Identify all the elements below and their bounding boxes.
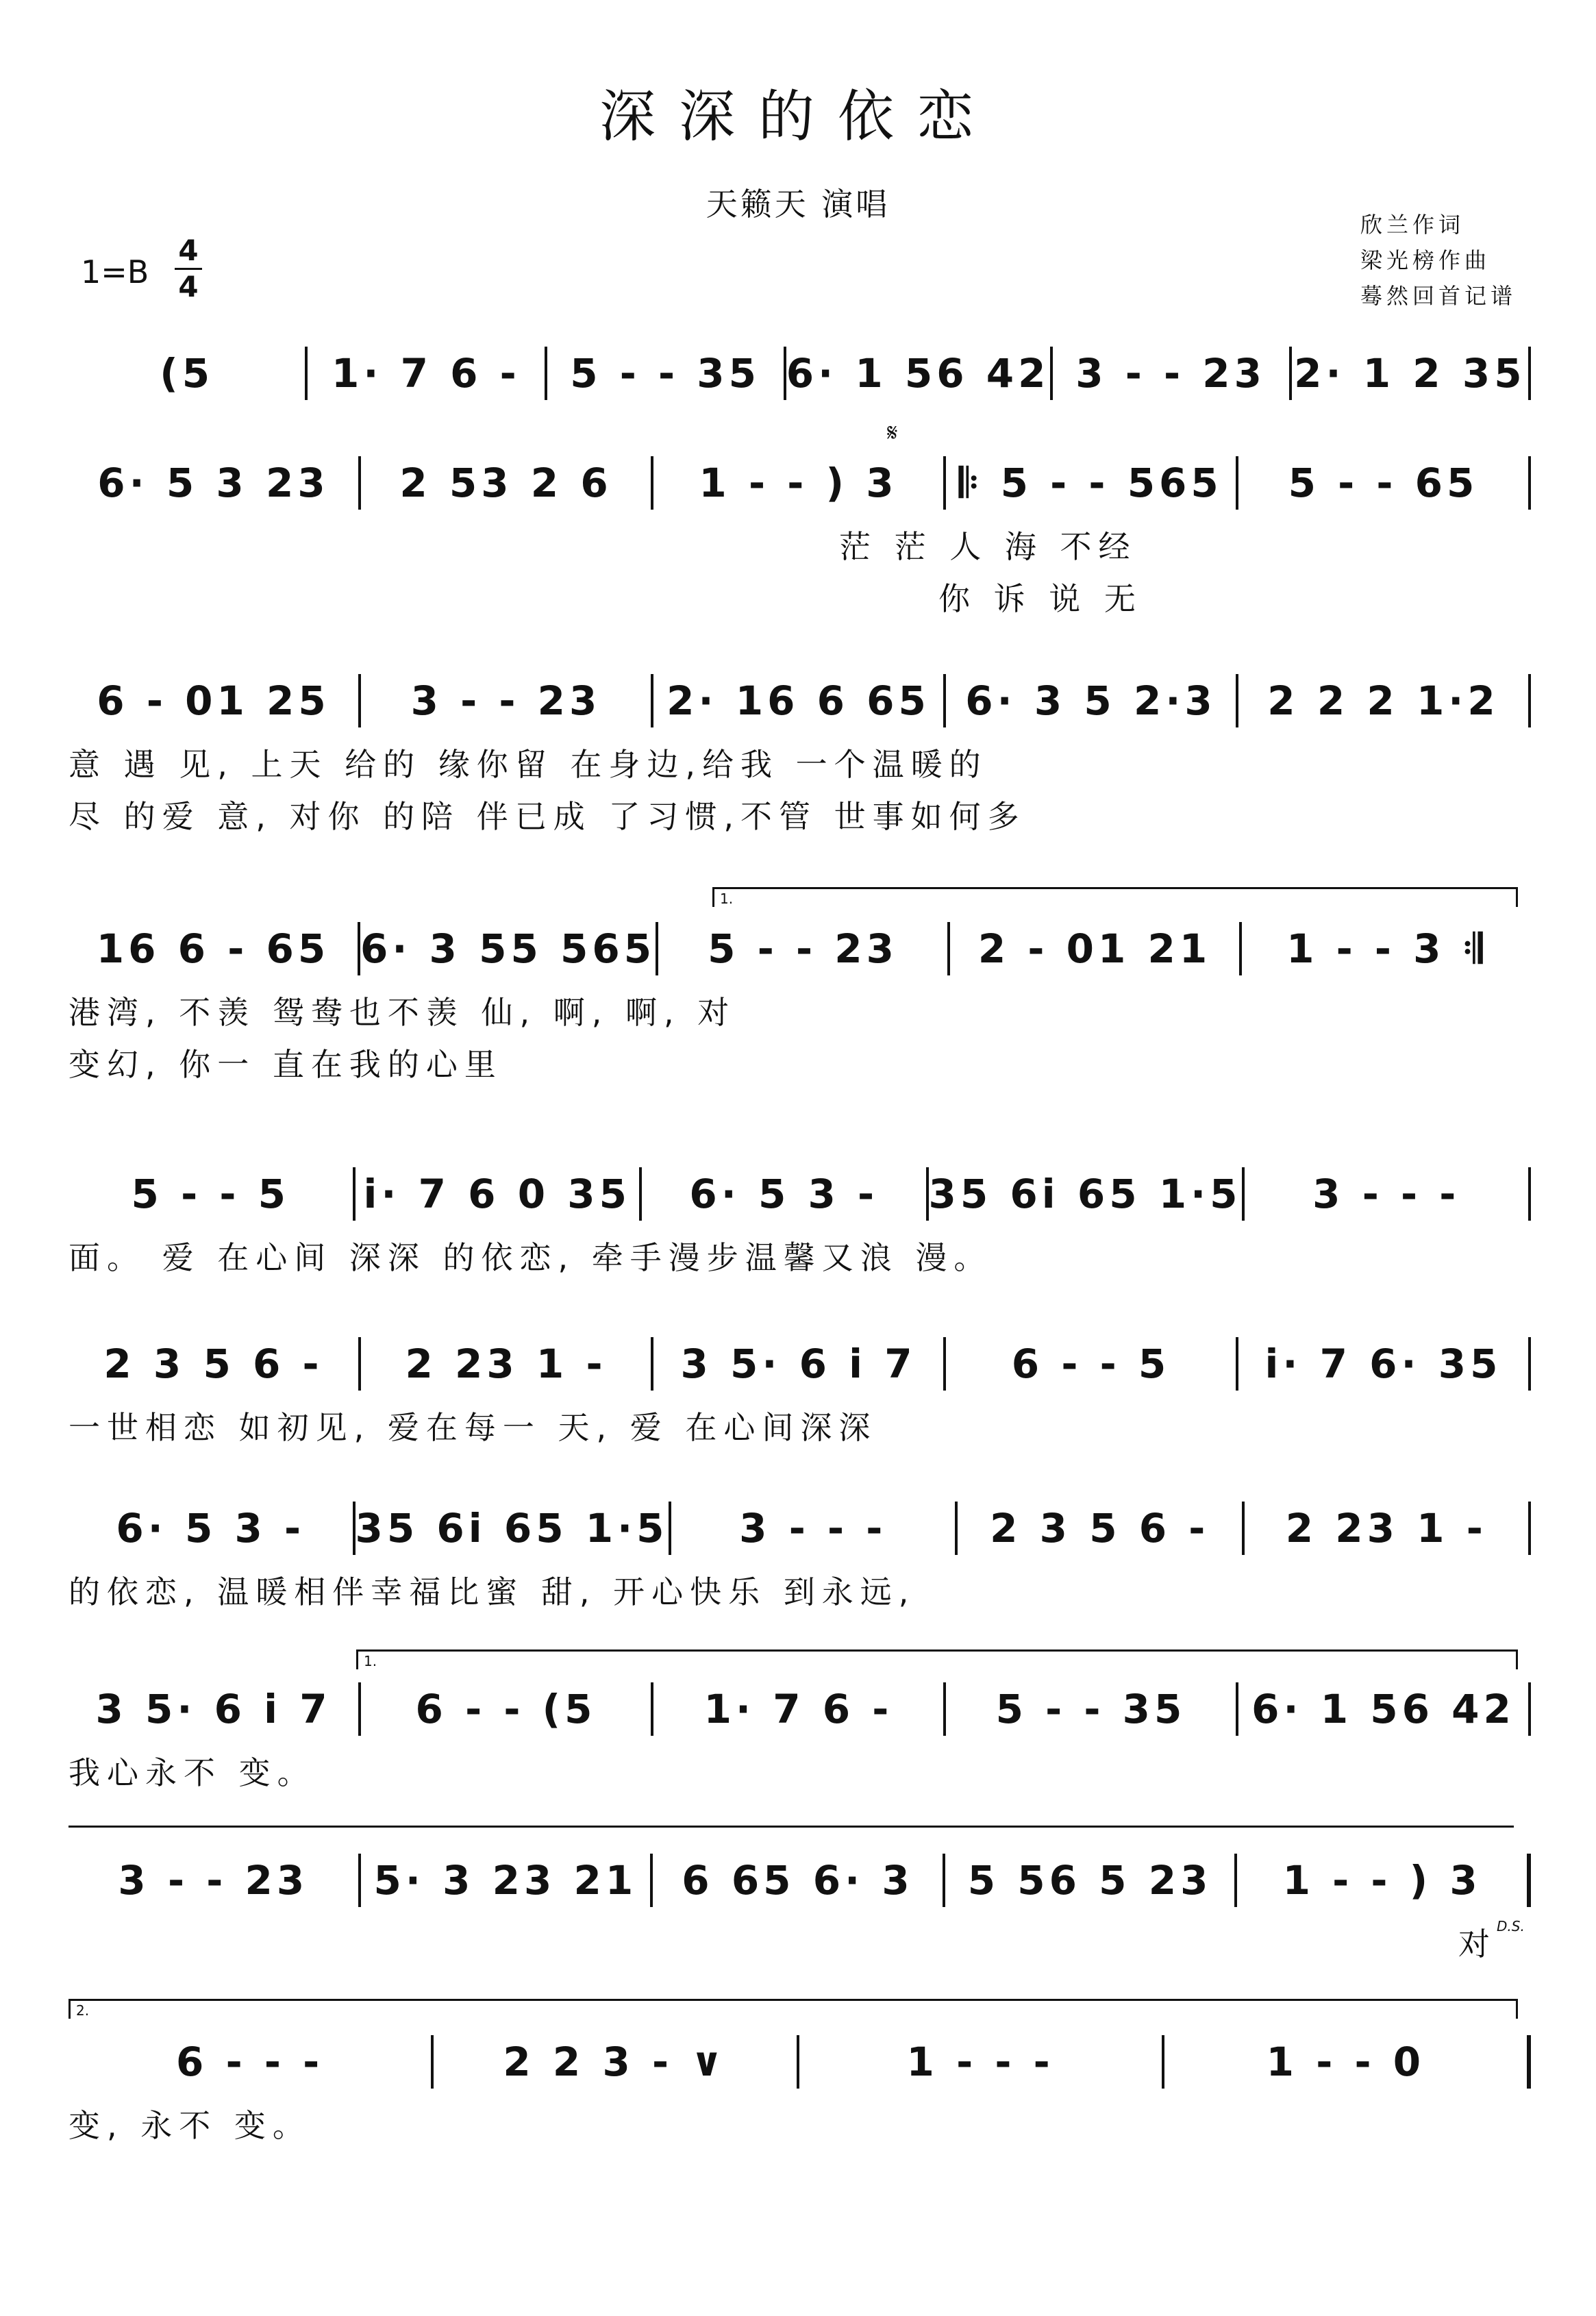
- measure: 1· 7 6 -: [331, 350, 521, 397]
- lyric-verse-1: 茫 茫 人 海 不经: [839, 528, 1137, 565]
- first-ending-bracket: 1.: [712, 887, 1518, 907]
- measure: 2 3 5 6 -: [103, 1341, 323, 1387]
- score-row-5: [68, 1156, 1531, 1284]
- lyric-pickup: 对: [1458, 1926, 1497, 1963]
- measure: 1 - - -: [906, 2039, 1054, 2085]
- measure: 3 5· 6 i 7: [95, 1686, 332, 1732]
- measure: 2 53 2 6: [399, 460, 612, 506]
- measure: 6 - - 5: [1011, 1341, 1171, 1387]
- lyric-ending: 变, 永不 变。: [68, 2107, 311, 2144]
- measure: 6· 3 5 2·3: [965, 677, 1217, 724]
- notes-line: [68, 1491, 1531, 1566]
- final-barline: [1527, 2035, 1531, 2089]
- barline: [1528, 674, 1531, 727]
- measure: 35 6i 65 1·5: [355, 1505, 669, 1552]
- notes-line: [68, 2024, 1531, 2100]
- score-row-8: [68, 1671, 1531, 1799]
- measure: 1· 7 6 -: [703, 1686, 893, 1732]
- measure: 6· 5 3 23: [97, 460, 329, 506]
- measure: 5· 3 23 21: [373, 1857, 638, 1904]
- notes-line: [68, 1843, 1531, 1918]
- time-signature-top: 4: [178, 234, 199, 267]
- measure: 1 - - ) 3: [1282, 1857, 1482, 1904]
- second-ending-bracket: 2.: [68, 1999, 1518, 2019]
- notes-line: [68, 663, 1531, 738]
- measure: 5 - - 23: [708, 925, 898, 972]
- score-row-7: [68, 1491, 1531, 1618]
- measure: 6· 3 55 565: [360, 925, 656, 972]
- measure: 5 - - 35: [995, 1686, 1186, 1732]
- measure: 5 - - 5: [131, 1171, 290, 1217]
- measure: (5: [160, 350, 214, 397]
- measure: 6· 1 56 42: [786, 350, 1050, 397]
- lyric-verse-2: 尽 的爱 意, 对你 的陪 伴已成 了习惯,不管 世事如何多: [68, 798, 1026, 835]
- lyric-chorus: 的依恋, 温暖相伴幸福比蜜 甜, 开心快乐 到永远,: [68, 1573, 916, 1610]
- measure: 3 - - 23: [1075, 350, 1267, 397]
- first-ending-bracket: 1.: [356, 1649, 1518, 1669]
- song-title: 深深的依恋: [599, 84, 997, 149]
- lyric-chorus: 我心永不 变。: [68, 1754, 316, 1791]
- barline-double: [1527, 1854, 1531, 1907]
- barline: [1528, 1682, 1531, 1736]
- measure: 3 - - 23: [410, 677, 601, 724]
- measure: 3 5· 6 i 7: [680, 1341, 917, 1387]
- ds-mark: D.S.: [1497, 1918, 1525, 1934]
- lyricist-credit: 欣兰作词: [1360, 212, 1465, 238]
- measure: 2 3 5 6 -: [990, 1505, 1210, 1552]
- measure: 6 65 6· 3: [682, 1857, 914, 1904]
- ending-continuation-line: [68, 1826, 1514, 1828]
- lyric-verse-1: 港湾, 不羡 鸳鸯也不羡 仙, 啊, 啊, 对: [68, 994, 736, 1031]
- measure: 3 - - -: [739, 1505, 887, 1552]
- measure: 5 - - 35: [570, 350, 761, 397]
- barline: [1528, 1337, 1531, 1391]
- lyric-verse-1: 意 遇 见, 上天 给的 缘你留 在身边,给我 一个温暖的: [68, 746, 988, 783]
- notes-line: [68, 1326, 1531, 1402]
- measure: 𝄆 5 - - 565: [959, 459, 1223, 506]
- time-signature-bottom: 4: [178, 270, 199, 303]
- measure: i· 7 6· 35: [1264, 1341, 1502, 1387]
- measure: 6 - - (5: [415, 1686, 597, 1732]
- measure: 1 - - 3 𝄇: [1286, 925, 1486, 972]
- measure: 3 - - -: [1312, 1171, 1460, 1217]
- lyric-verse-2: 变幻, 你一 直在我的心里: [68, 1046, 503, 1083]
- barline: [1528, 456, 1531, 510]
- measure: 6· 5 3 -: [689, 1171, 879, 1217]
- measure: 3 - - 23: [118, 1857, 309, 1904]
- barline: [1528, 1502, 1531, 1555]
- transcriber-credit: 蓦然回首记谱: [1360, 283, 1517, 309]
- measure: 2· 16 6 65: [666, 677, 930, 724]
- measure: 16 6 - 65: [96, 925, 330, 972]
- score-row-2: [68, 445, 1531, 625]
- score-row-6: [68, 1326, 1531, 1454]
- measure: 2 23 1 -: [1285, 1505, 1487, 1552]
- barline: [1528, 347, 1531, 400]
- measure: 6· 1 56 42: [1251, 1686, 1515, 1732]
- measure: 6 - 01 25: [97, 677, 330, 724]
- measure: 35 6i 65 1·5: [928, 1171, 1242, 1217]
- measure: i· 7 6 0 35: [363, 1171, 631, 1217]
- score-row-3: [68, 663, 1531, 843]
- measure: 5 56 5 23: [967, 1857, 1212, 1904]
- score-row-4: [68, 911, 1531, 1091]
- notes-line: [68, 445, 1531, 521]
- key-signature: 1=B: [81, 253, 149, 290]
- notes-line: [68, 911, 1531, 986]
- measure: 6· 5 3 -: [116, 1505, 306, 1552]
- time-signature: [175, 236, 202, 301]
- measure: 1 - - 0: [1266, 2039, 1425, 2085]
- measure: 5 - - 65: [1288, 460, 1479, 506]
- measure: 2· 1 2 35: [1294, 350, 1526, 397]
- credits-block: [1360, 207, 1580, 314]
- lyric-chorus: 面。 爱 在心间 深深 的依恋, 牵手漫步温馨又浪 漫。: [68, 1239, 993, 1276]
- measure: 2 2 3 - ∨: [503, 2039, 727, 2085]
- lyric-chorus: 一世相恋 如初见, 爱在每一 天, 爱 在心间深深: [68, 1409, 877, 1446]
- lyric-verse-2: 你 诉 说 无: [938, 580, 1143, 617]
- measure: 6 - - -: [176, 2039, 324, 2085]
- singer-credit: 天籁天 演唱: [706, 186, 890, 223]
- score-row-10: [68, 2024, 1531, 2152]
- measure: 2 - 01 21: [977, 925, 1212, 972]
- score-row-9: [68, 1843, 1531, 1970]
- notes-line: [68, 1671, 1531, 1747]
- measure: 2 23 1 -: [405, 1341, 607, 1387]
- composer-credit: 梁光榜作曲: [1360, 247, 1491, 273]
- notes-line: [68, 336, 1531, 411]
- barline: [1528, 1167, 1531, 1221]
- segno-sign: 𝄋: [887, 419, 898, 447]
- measure: 2 2 2 1·2: [1267, 677, 1499, 724]
- score-row-1: [68, 336, 1531, 411]
- notes-line: [68, 1156, 1531, 1232]
- measure: 1 - - ) 3: [699, 460, 898, 506]
